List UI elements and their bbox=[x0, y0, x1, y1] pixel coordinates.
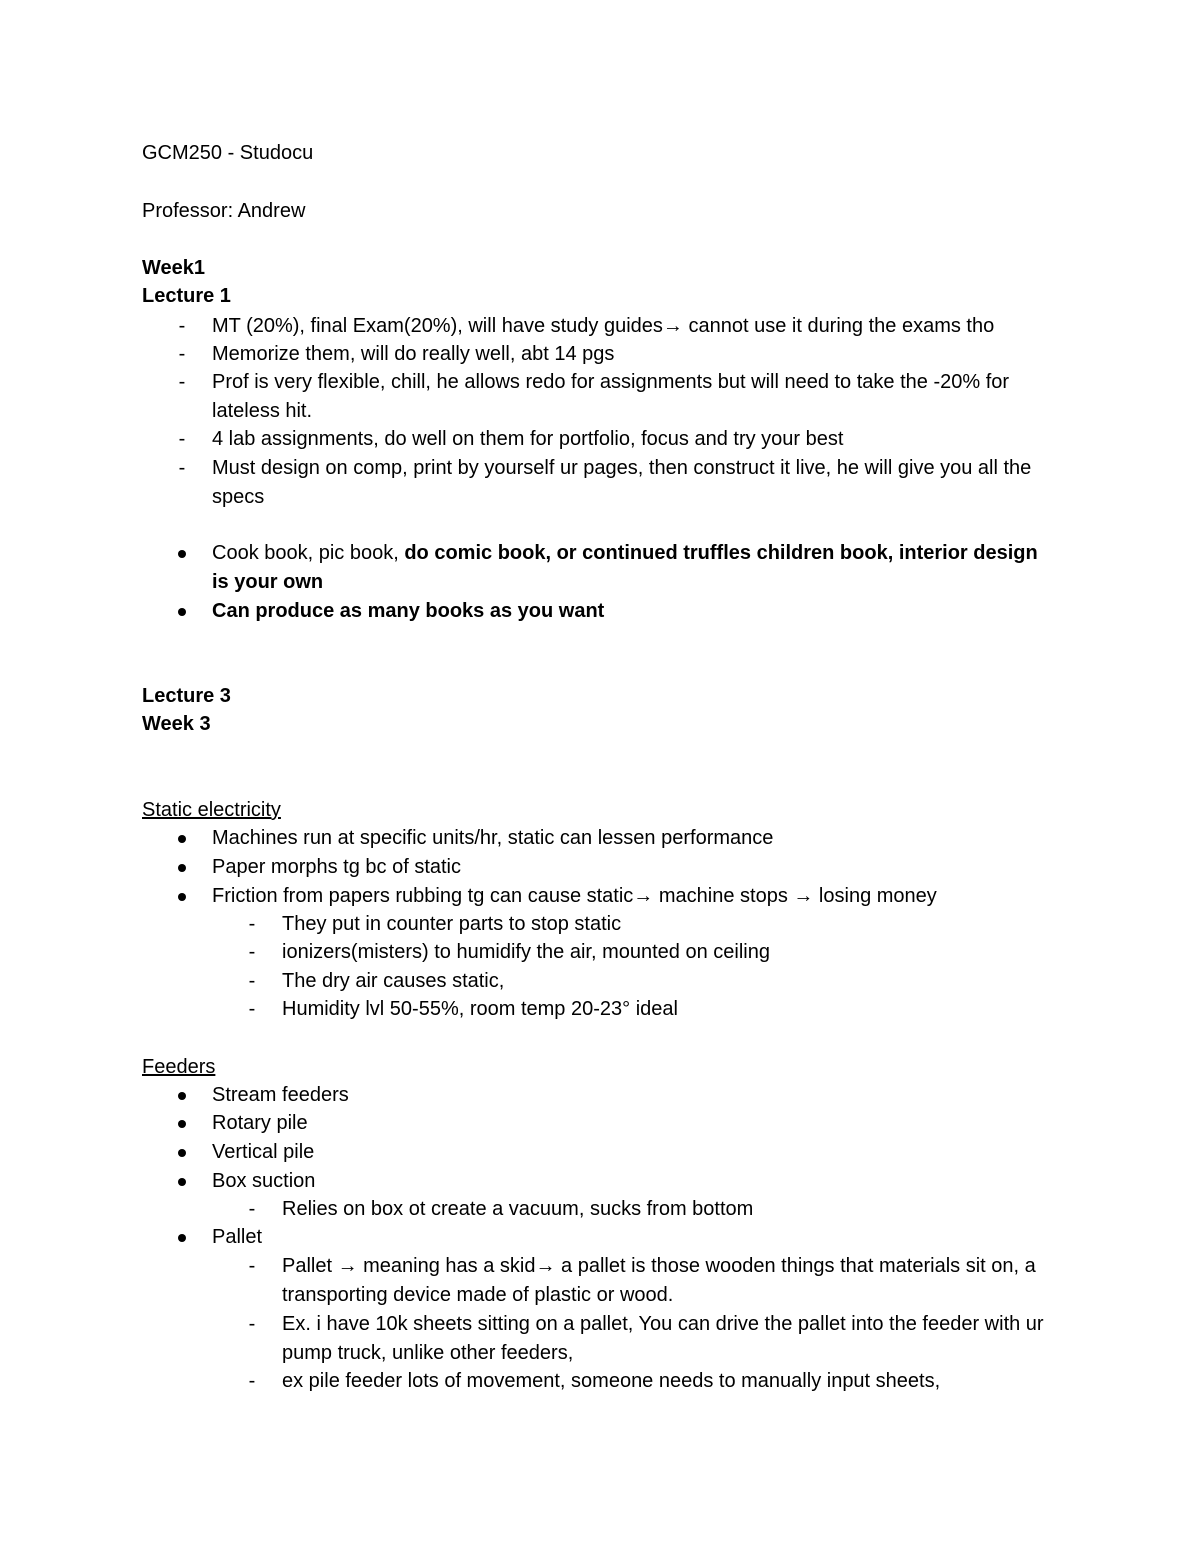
list-item-text: Vertical pile bbox=[212, 1141, 315, 1163]
professor-line: Professor: Andrew bbox=[142, 200, 306, 222]
list-item-text: The dry air causes static, bbox=[282, 970, 505, 992]
dash-marker: - bbox=[178, 343, 186, 365]
dash-marker: - bbox=[248, 1370, 256, 1392]
list-item-text: Pallet bbox=[212, 1226, 263, 1248]
dash-marker: - bbox=[248, 998, 256, 1020]
dash-marker: - bbox=[178, 428, 186, 450]
list-item-text bbox=[212, 539, 1042, 596]
week3-heading: Week 3 bbox=[142, 713, 211, 735]
list-item-text: Humidity lvl 50-55%, room temp 20-23° ideal bbox=[282, 998, 678, 1020]
list-item-text: Friction from papers rubbing tg can cause static→ machine stops → losing money bbox=[212, 885, 937, 907]
bullet-icon bbox=[178, 864, 186, 872]
bullet-icon bbox=[178, 1092, 186, 1100]
list-item-text: MT (20%), final Exam(20%), will have study guides→ cannot use it during the exams tho bbox=[212, 315, 995, 337]
bullet-icon bbox=[178, 1234, 186, 1242]
static-electricity-heading: Static electricity bbox=[142, 799, 281, 821]
dash-marker: - bbox=[178, 315, 186, 337]
dash-marker: - bbox=[248, 970, 256, 992]
document-title: GCM250 - Studocu bbox=[142, 142, 314, 164]
dash-marker: - bbox=[248, 913, 256, 935]
bullet-icon bbox=[178, 1120, 186, 1128]
list-item-text: Prof is very flexible, chill, he allows redo for assignments but will need to take the -20% for lateless hit. bbox=[212, 371, 1010, 422]
list-item-text: Memorize them, will do really well, abt 14 pgs bbox=[212, 343, 615, 365]
list-item-text: Rotary pile bbox=[212, 1112, 308, 1134]
list-item-plain-text: Cook book, pic book, bbox=[212, 542, 405, 564]
dash-marker: - bbox=[248, 1198, 256, 1220]
list-item-bold-text: do comic book, or continued truffles children book, interior design is your own bbox=[212, 542, 1038, 593]
list-item-text: ionizers(misters) to humidify the air, mounted on ceiling bbox=[282, 941, 770, 963]
list-item-text: Paper morphs tg bc of static bbox=[212, 856, 462, 878]
feeders-heading: Feeders bbox=[142, 1056, 216, 1078]
dash-marker: - bbox=[178, 457, 186, 479]
list-item-text: Box suction bbox=[212, 1170, 316, 1192]
lecture1-heading: Lecture 1 bbox=[142, 285, 231, 307]
bullet-icon bbox=[178, 835, 186, 843]
bullet-icon bbox=[178, 550, 186, 558]
bullet-icon bbox=[178, 608, 186, 616]
bullet-icon bbox=[178, 893, 186, 901]
list-item-text: They put in counter parts to stop static bbox=[282, 913, 622, 935]
bullet-icon bbox=[178, 1149, 186, 1157]
dash-marker: - bbox=[178, 371, 186, 393]
list-item-text: Machines run at specific units/hr, static can lessen performance bbox=[212, 827, 774, 849]
list-item-text: Ex. i have 10k sheets sitting on a pallet, You can drive the pallet into the feeder with ur pump truck, unlike other feeders, bbox=[282, 1313, 1044, 1364]
lecture3-heading: Lecture 3 bbox=[142, 685, 231, 707]
list-item-text: Must design on comp, print by yourself ur pages, then construct it live, he will give you all the specs bbox=[212, 457, 1032, 508]
list-item-text: 4 lab assignments, do well on them for portfolio, focus and try your best bbox=[212, 428, 844, 450]
dash-marker: - bbox=[248, 1255, 256, 1277]
bullet-icon bbox=[178, 1178, 186, 1186]
list-item-text: Relies on box ot create a vacuum, sucks from bottom bbox=[282, 1198, 754, 1220]
list-item-text: ex pile feeder lots of movement, someone needs to manually input sheets, bbox=[282, 1370, 941, 1392]
week1-heading: Week1 bbox=[142, 257, 206, 279]
list-item-text: Stream feeders bbox=[212, 1084, 349, 1106]
list-item-text: Pallet → meaning has a skid→ a pallet is those wooden things that materials sit on, a transporting device made of plastic or wood. bbox=[282, 1255, 1036, 1306]
dash-marker: - bbox=[248, 1313, 256, 1335]
dash-marker: - bbox=[248, 941, 256, 963]
list-item-text: Can produce as many books as you want bbox=[212, 600, 605, 622]
